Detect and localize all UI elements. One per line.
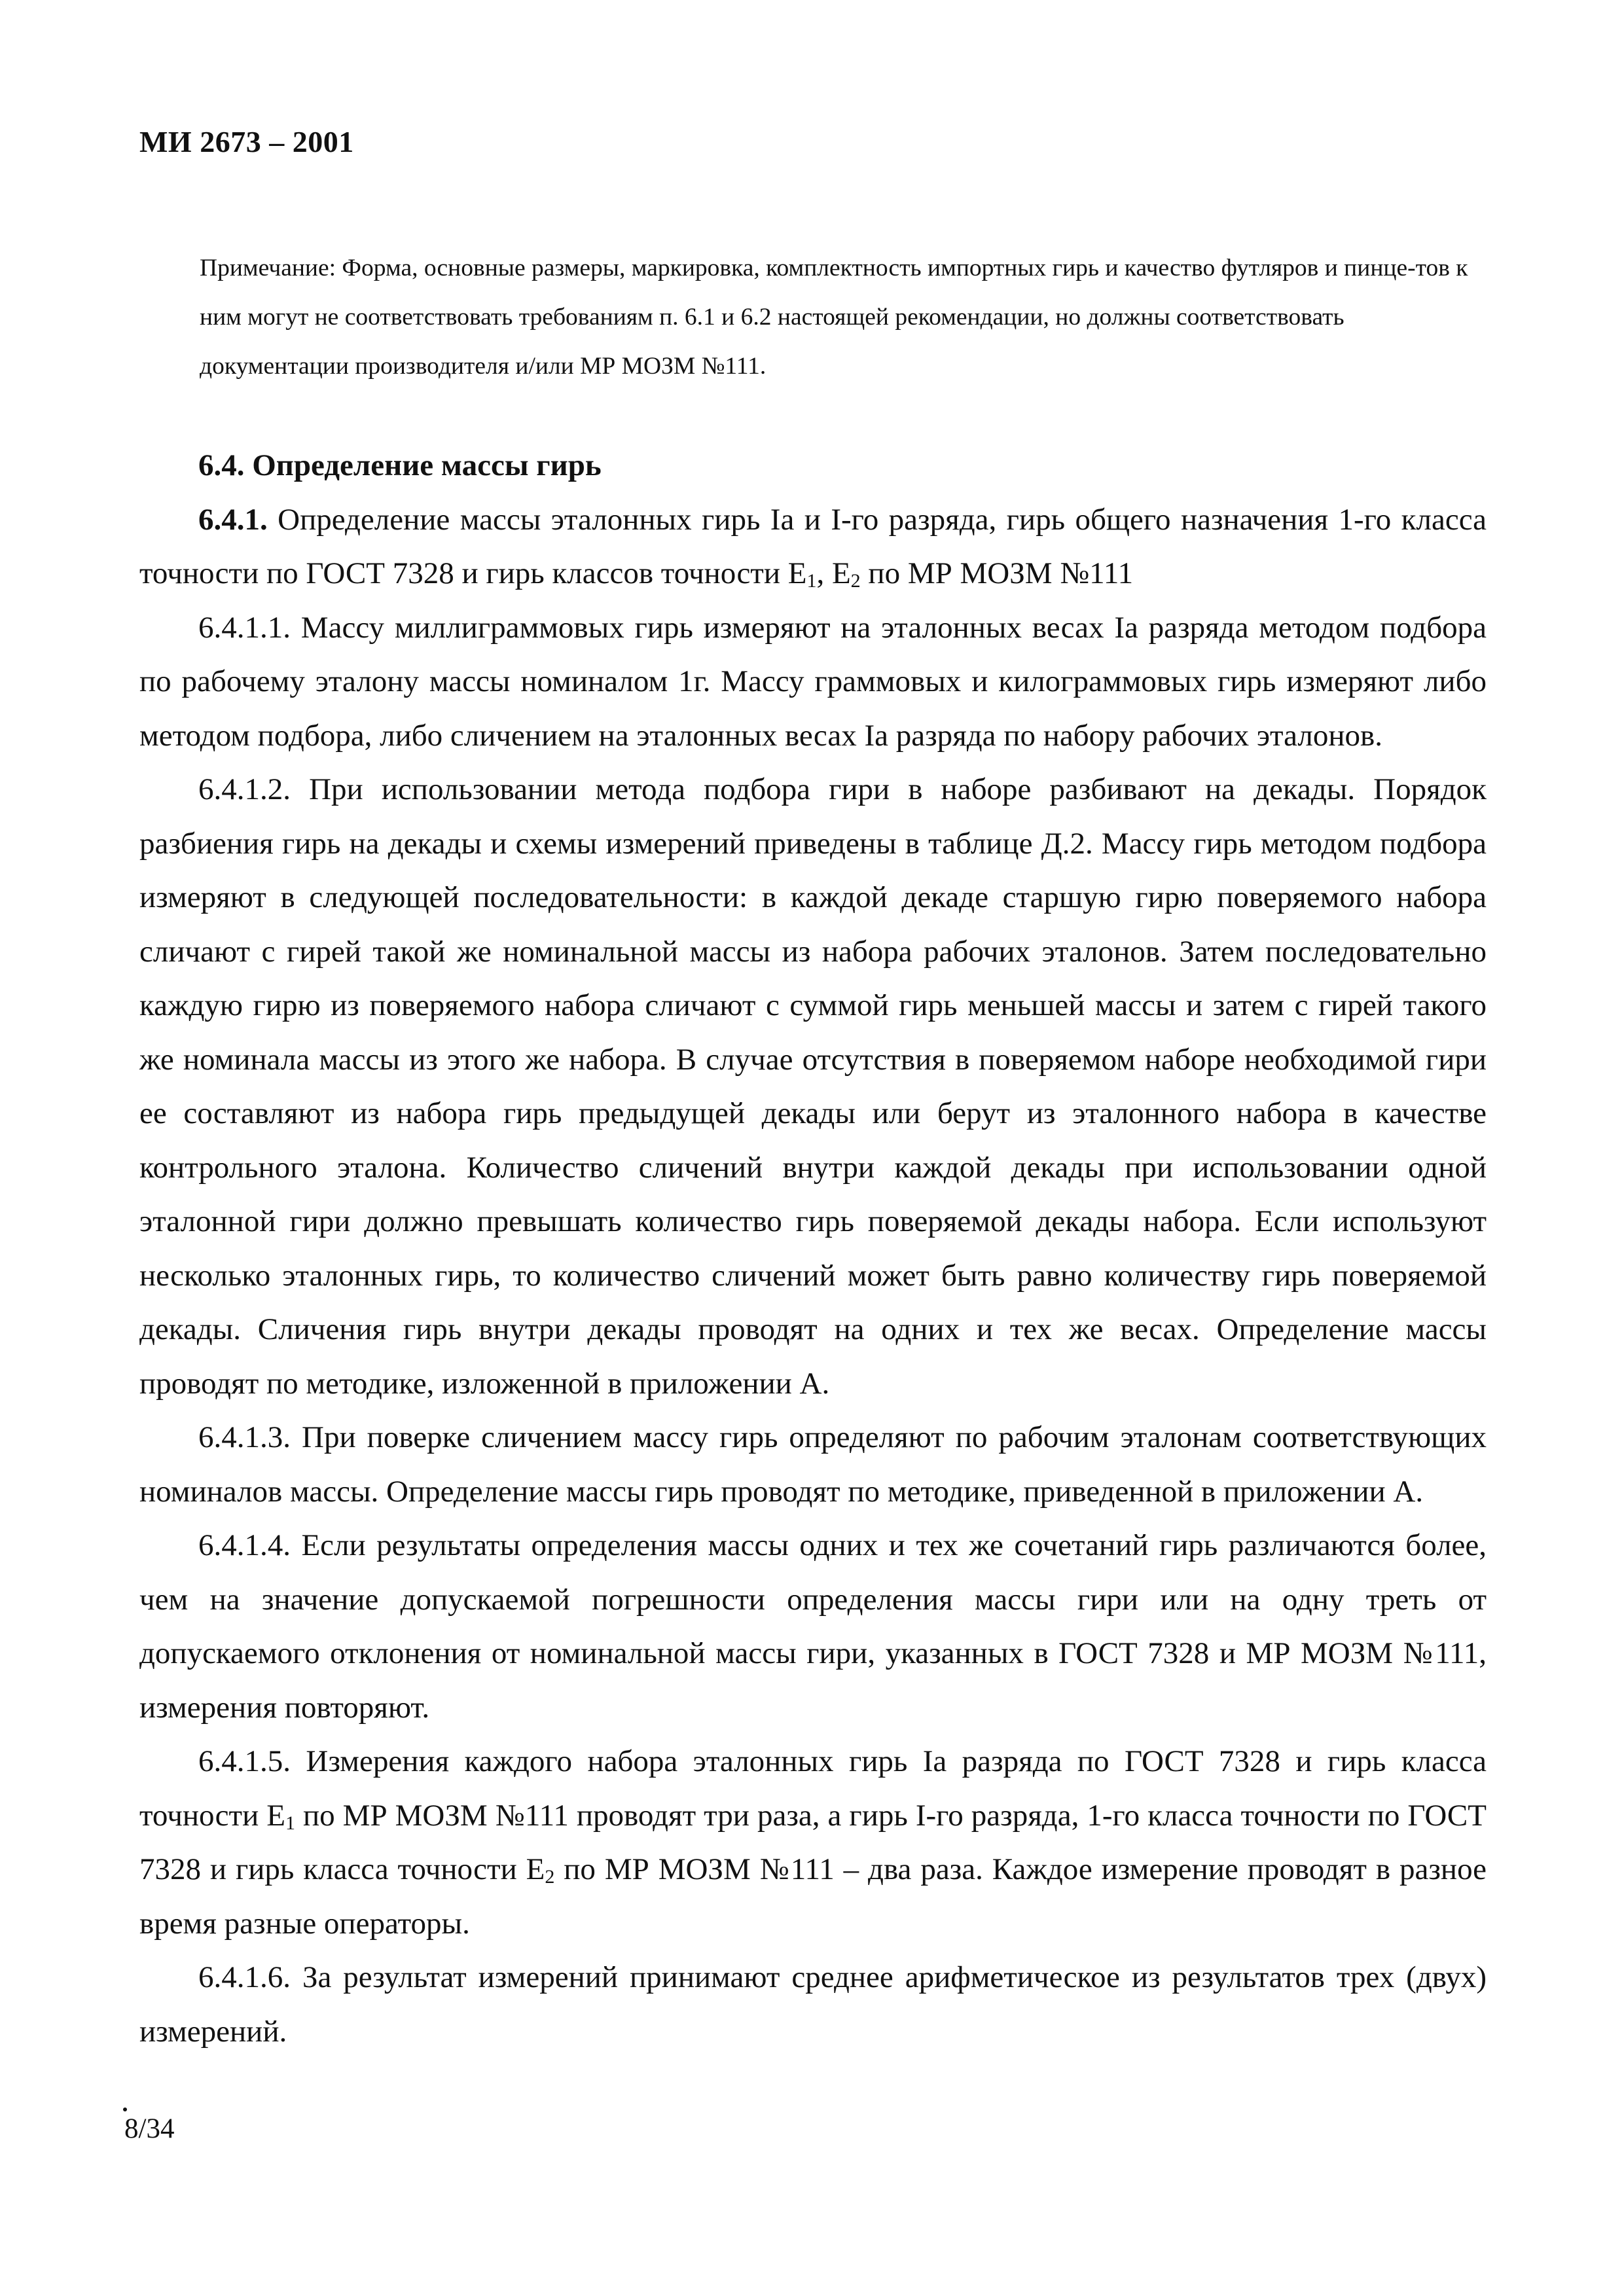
document-header: МИ 2673 – 2001 <box>139 125 354 158</box>
subscript: 1 <box>285 1812 295 1834</box>
note-text: Примечание: Форма, основные размеры, маркировка, комплектность импортных гирь и качество футляров и пинце-тов к ним могут не соответствовать требованиям п. 6.1 и 6.2 настоящей рекомендации, но должны соответствовать документации производителя и/или МР МОЗМ №111. <box>200 255 1468 380</box>
paragraph-6-4-1-2: 6.4.1.2. При использовании метода подбора гири в наборе разбивают на декады. Порядок разбиения гирь на декады и схемы измерений приведены в таблице Д.2. Массу гирь методом подбора измеряют в следующей последовательности: в каждой декаде старшую гирю поверяемого набора сличают с гирей такой же номинальной массы из набора рабочих эталонов. Затем последовательно каждую гирю из поверяемого набора сличают с суммой гирь меньшей массы и затем с гирей такого же номинала массы из этого же набора. В случае отсутствия в поверяемом наборе необходимой гири ее составляют из набора гирь предыдущей декады или берут из эталонного набора в качестве контрольного эталона. Количество сличений внутри каждой декады при использовании одной эталонной гири должно превышать количество гирь поверяемой декады набора. Если используют несколько эталонных гирь, то количество сличений может быть равно количеству гирь поверяемой декады. Сличения гирь внутри декады проводят на одних и тех же весах. Определение массы проводят по методике, изложенной в приложении А. <box>139 772 1487 1401</box>
subscript: 2 <box>545 1866 555 1888</box>
section-body <box>139 439 1487 2058</box>
paragraph-text: , Е <box>816 556 851 590</box>
paragraph-text: по МР МОЗМ №111 – два раза. Каждое измерение проводят в разное время разные операторы. <box>139 1852 1487 1941</box>
paragraph-text: Определение массы эталонных гирь Iа и I-го разряда, гирь общего назначения 1-го класса точности по ГОСТ 7328 и гирь классов точности Е <box>139 502 1487 590</box>
subscript: 1 <box>806 570 817 592</box>
section-title: 6.4. Определение массы гирь <box>198 448 602 482</box>
paragraph-number: 6.4.1. <box>198 502 268 537</box>
paragraph-6-4-1-5 <box>139 1734 1487 1950</box>
paragraph-6-4-1-4: 6.4.1.4. Если результаты определения массы одних и тех же сочетаний гирь различаются более, чем на значение допускаемой погрешности определения массы гири или на одну треть от допускаемого отклонения от номинальной массы гири, указанных в ГОСТ 7328 и МР МОЗМ №111, измерения повторяют. <box>139 1528 1487 1725</box>
paragraph-6-4-1-6: 6.4.1.6. За результат измерений принимают среднее арифметическое из результатов трех (двух) измерений. <box>139 1960 1487 2049</box>
paragraph-text: по МР МОЗМ №111 проводят три раза, а гирь I-го разряда, 1-го класса точности по ГОСТ 7328 и гирь класса точности Е <box>139 1798 1487 1886</box>
paragraph-6-4-1 <box>139 493 1487 601</box>
paragraph-6-4-1-1: 6.4.1.1. Массу миллиграммовых гирь измеряют на эталонных весах Iа разряда методом подбора по рабочему эталону массы номиналом 1г. Массу граммовых и килограммовых гирь измеряют либо методом подбора, либо сличением на эталонных весах Iа разряда по набору рабочих эталонов. <box>139 610 1487 753</box>
paragraph-text: 6.4.1.5. Измерения каждого набора эталонных гирь Iа разряда по ГОСТ 7328 и гирь класса точности Е <box>139 1744 1487 1833</box>
subscript: 2 <box>850 570 861 592</box>
note-paragraph <box>139 243 1475 391</box>
paragraph-text: по МР МОЗМ №111 <box>860 556 1134 590</box>
paragraph-6-4-1-3: 6.4.1.3. При поверке сличением массу гирь определяют по рабочим эталонам соответствующих номиналов массы. Определение массы гирь проводят по методике, приведенной в приложении А. <box>139 1420 1487 1509</box>
page-number: 8/34 <box>124 2113 175 2144</box>
scan-dot <box>123 2108 127 2111</box>
